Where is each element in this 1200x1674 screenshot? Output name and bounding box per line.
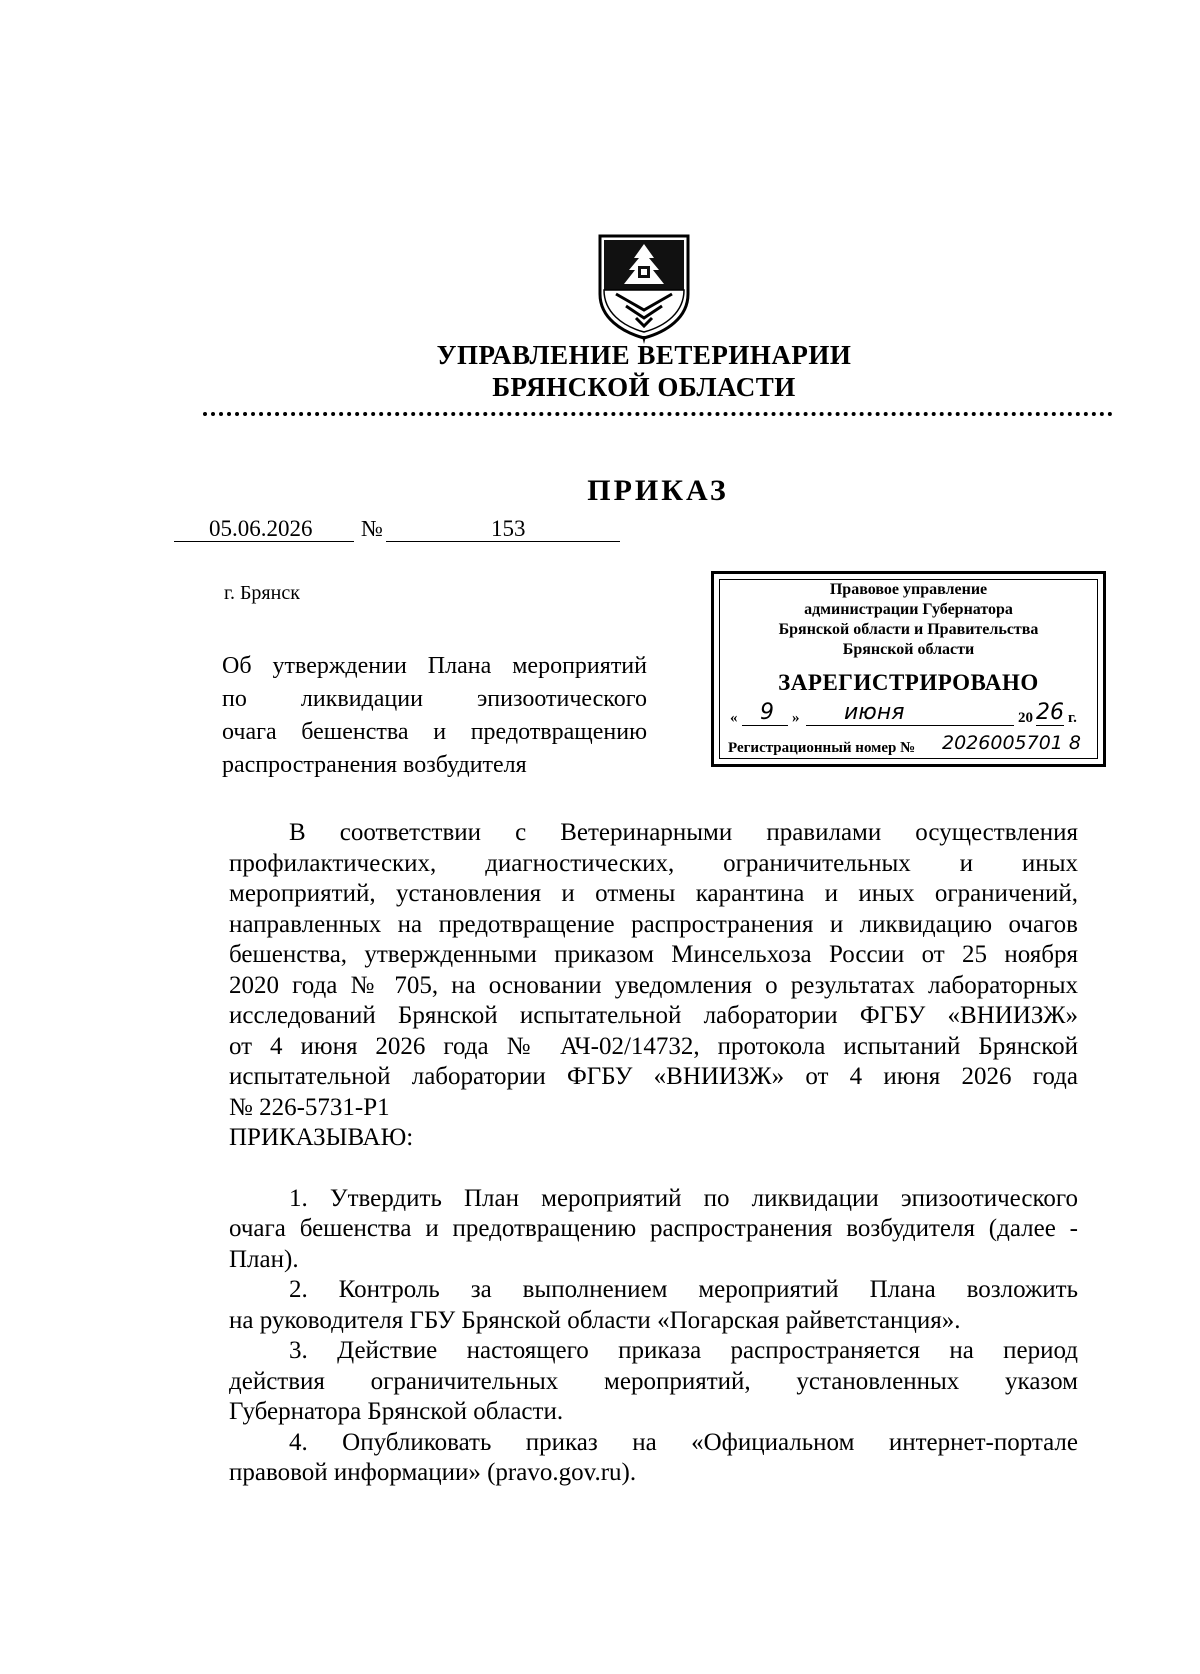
text-line: Губернатора Брянской области. [229,1398,564,1425]
text-line: мероприятий, установления и отмены карантина и иных ограничений, [229,880,1078,907]
stamp-quote-open: « [730,710,738,726]
text-line: В соответствии с Ветеринарными правилами осуществления [289,819,1078,846]
text-line: очага бешенства и предотвращению распространения возбудителя (далее - [229,1215,1078,1242]
order-word: ПРИКАЗЫВАЮ: [229,1124,414,1151]
item-3 [229,1336,1078,1428]
text-line: от 4 июня 2026 года № АЧ-02/14732, протокола испытаний Брянской [229,1032,1078,1060]
stamp-line: администрации Губернатора [804,601,1013,618]
text-line: 2020 года № 705, на основании уведомления о результатах лабораторных [229,971,1078,999]
stamp-inner-border [719,579,1098,759]
order-body [229,818,1078,1489]
number-sign: № [361,516,383,541]
stamp-year-suffix: 26 [1036,700,1064,725]
stamp-month: июня [844,700,905,725]
text-line: 3. Действие настоящего приказа распространяется на период [289,1337,1078,1364]
text-line: № 226-5731-Р1 [229,1093,390,1121]
order-subject [222,650,647,782]
stamp-line: Брянской области [842,641,975,658]
stamp-line: Брянской области и Правительства [778,621,1039,638]
stamp-day: 9 [760,700,774,725]
text-line: правовой информации» (pravo.gov.ru). [229,1459,637,1486]
org-name-line-2: БРЯНСКОЙ ОБЛАСТИ [492,372,796,402]
stamp-month-underline [806,725,1014,726]
text-line: исследований Брянской испытательной лаборатории ФГБУ «ВНИИЗЖ» [229,1002,1078,1029]
order-number: 153 [491,516,526,541]
stamp-day-underline [742,725,788,726]
text-line: 2. Контроль за выполнением мероприятий Плана возложить [289,1276,1078,1303]
document-title: ПРИКАЗ [587,474,729,507]
text-line: 1. Утвердить План мероприятий по ликвидации эпизоотического [289,1184,1078,1212]
org-name-line-1: УПРАВЛЕНИЕ ВЕТЕРИНАРИИ [436,340,852,370]
item-2 [229,1275,1078,1336]
stamp-reg-underline [942,758,1092,759]
stamp-reg-number: 2026005701 8 [942,732,1082,754]
stamp-year-unit: г. [1068,710,1077,726]
subject-line: по ликвидации эпизоотического [222,686,647,712]
subject-line: распространения возбудителя [222,752,527,778]
text-line: испытательной лаборатории ФГБУ «ВНИИЗЖ» от 4 июня 2026 года [229,1063,1078,1090]
item-4 [229,1428,1078,1489]
stamp-line: Правовое управление [829,581,988,598]
item-1 [229,1184,1078,1276]
stamp-year-prefix: 20 [1018,710,1033,726]
text-line: бешенства, утвержденными приказом Минсельхоза России от 25 ноября [229,941,1078,968]
stamp-reg-label: Регистрационный номер № [728,740,916,756]
dotted-separator [203,412,1113,416]
subject-line: Об утверждении Плана мероприятий [222,653,647,679]
coat-of-arms-emblem [596,232,692,344]
text-line: на руководителя ГБУ Брянской области «Погарская райветстанция». [229,1306,961,1334]
subject-line: очага бешенства и предотвращению [222,719,647,745]
city: г. Брянск [224,582,300,604]
text-line: профилактических, диагностических, ограничительных и иных [229,849,1078,877]
stamp-registered: ЗАРЕГИСТРИРОВАНО [778,670,1039,695]
text-line: 4. Опубликовать приказ на «Официальном интернет-портале [289,1428,1078,1456]
text-line: План). [229,1245,299,1273]
order-date: 05.06.2026 [209,516,313,541]
preamble [229,818,1078,1123]
registration-stamp [711,571,1106,767]
stamp-year-underline [1036,725,1064,726]
text-line: действия ограничительных мероприятий, установленных указом [229,1367,1078,1395]
stamp-quote-close: » [792,710,800,726]
text-line: направленных на предотвращение распространения и ликвидацию очагов [229,910,1078,938]
